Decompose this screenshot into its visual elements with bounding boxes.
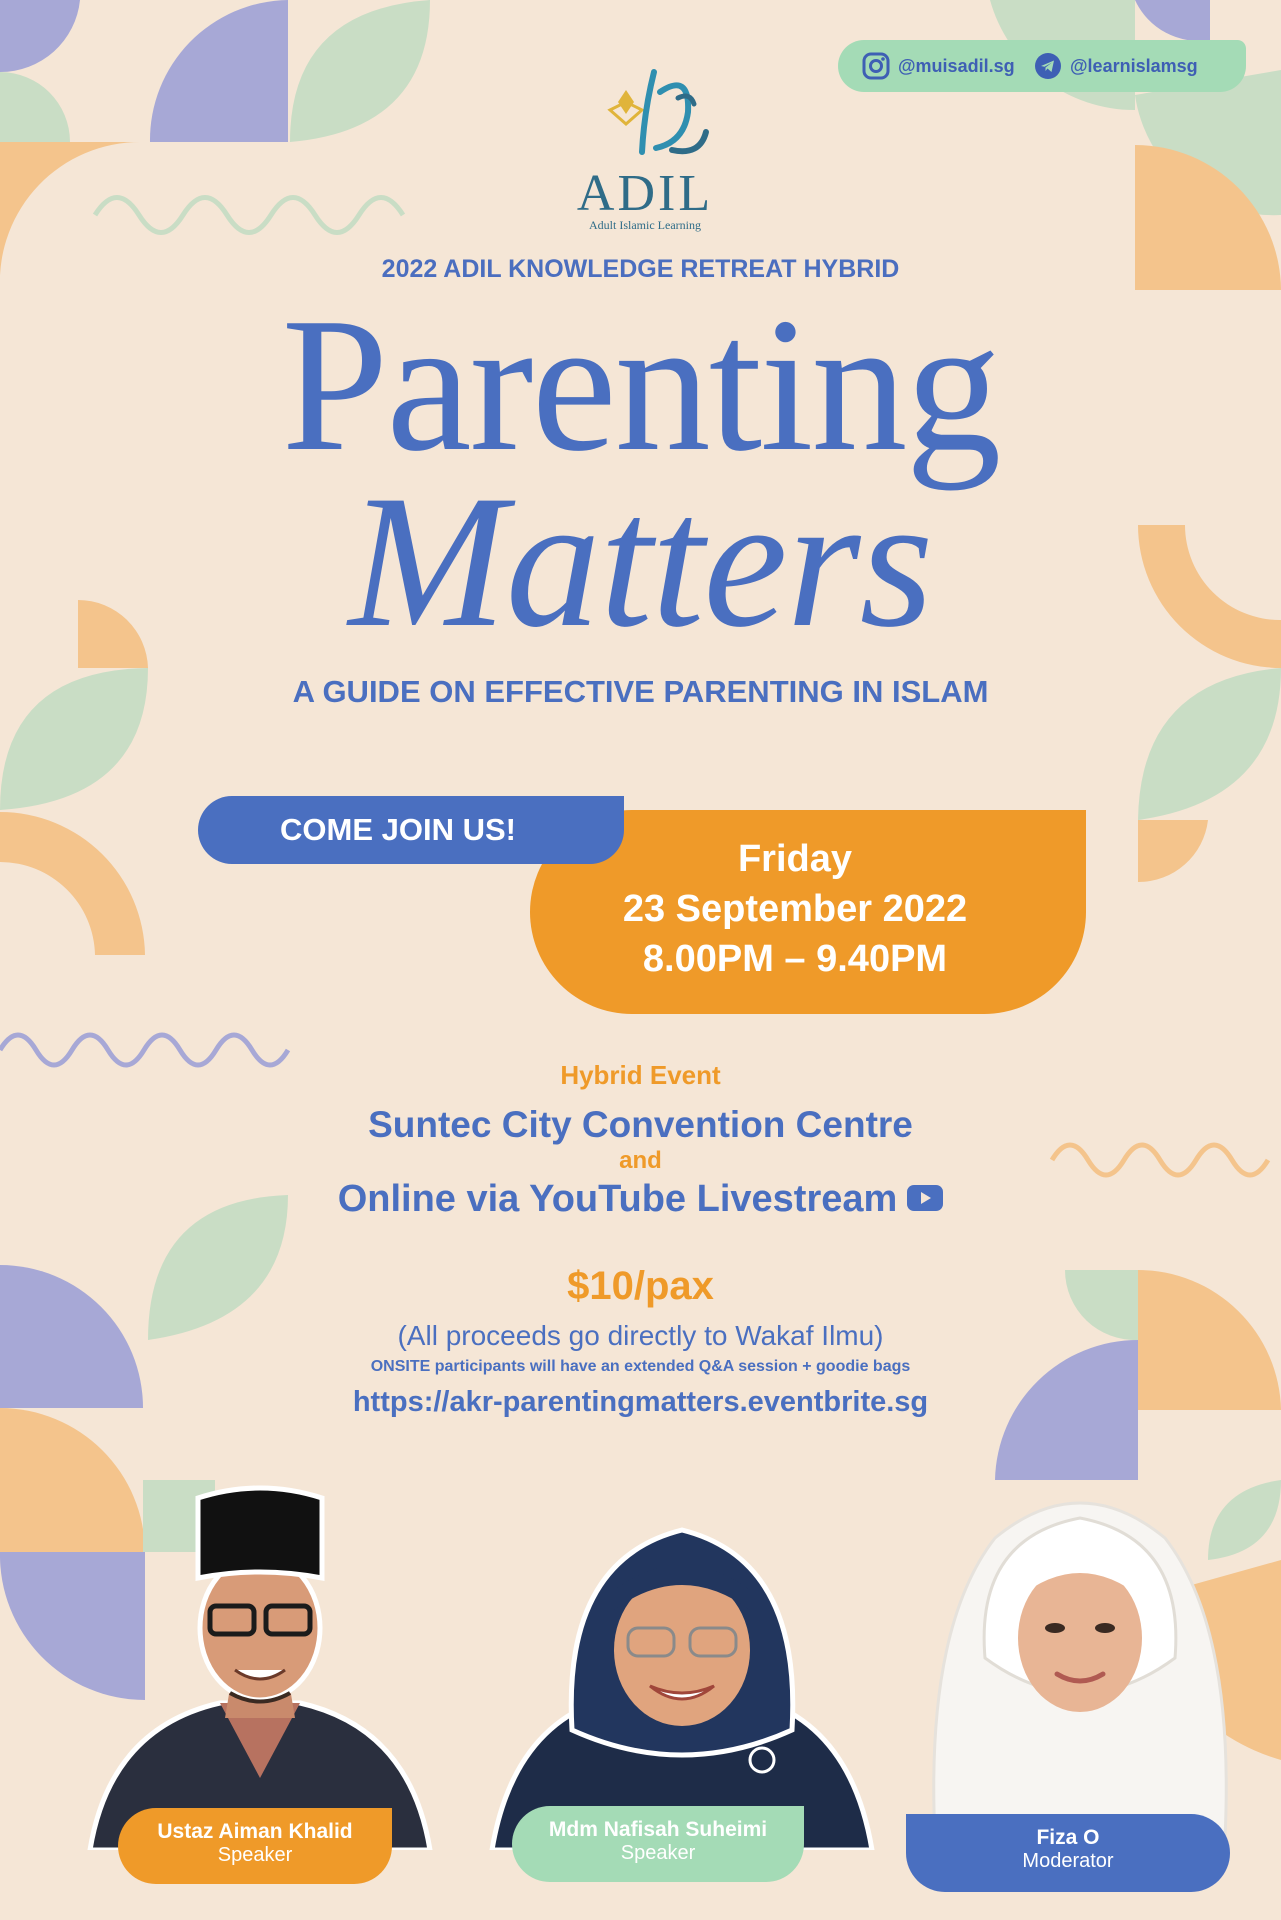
logo-wordmark: ADIL [576,165,714,222]
portrait-fiza-o [915,1478,1245,1838]
decor-lavender-top-left [0,0,80,72]
name-tag-mdm-nafisah-suheimi [512,1806,804,1882]
instagram-handle: @muisadil.sg [898,55,1015,76]
registration-link[interactable]: https://akr-parentingmatters.eventbrite.sg [352,1386,929,1418]
onsite-note: ONSITE participants will have an extended Q&A session + goodie bags [370,1358,911,1375]
telegram-handle: @learnislamsg [1070,55,1198,76]
come-join-us-banner [198,796,624,864]
portrait-mdm-nafisah-suheimi [482,1500,882,1850]
calligraphy-logo-mark [560,52,730,164]
price: $10/pax [567,1264,714,1308]
event-venue: Suntec City Convention Centre [368,1104,913,1145]
name-tag-ustaz-aiman-khalid [118,1808,392,1884]
decor-peach-arc-left [0,812,145,955]
proceeds-note: (All proceeds go directly to Wakaf Ilmu) [397,1320,884,1351]
event-format: Hybrid Event [560,1060,721,1090]
title-line-2: Matters [348,457,933,667]
moderator-name: Fiza O [1036,1826,1100,1849]
social-instagram[interactable] [862,40,1015,92]
social-bar [838,40,1246,92]
decor-lavender-arc [150,0,288,142]
speaker-name-1: Ustaz Aiman Khalid [157,1820,353,1843]
portrait-ustaz-aiman-khalid [70,1478,450,1850]
and-connector: and [619,1147,662,1174]
speaker-role-1: Speaker [217,1844,293,1866]
event-date: 23 September 2022 [622,888,968,930]
logo-tagline: Adult Islamic Learning [589,218,701,232]
event-series: 2022 ADIL KNOWLEDGE RETREAT HYBRID [381,255,900,283]
title-line-1: Parenting [281,278,1000,491]
moderator-role: Moderator [1022,1850,1114,1872]
adil-logo [560,52,730,242]
speaker-role-2: Speaker [620,1842,696,1864]
online-livestream-text: Online via YouTube Livestream [337,1178,898,1220]
name-tag-fiza-o [906,1814,1230,1892]
decor-squiggle-top [95,198,403,233]
event-time: 8.00PM – 9.40PM [642,938,948,980]
decor-sage-top-left [0,72,70,142]
youtube-icon [907,1185,943,1211]
event-day: Friday [737,838,853,880]
decor-peach-mid-right [1138,820,1208,882]
decor-lavender-top-right [1135,0,1210,41]
decor-leaf-top [290,0,430,142]
subtitle: A GUIDE ON EFFECTIVE PARENTING IN ISLAM [292,674,989,709]
online-livestream-line [0,1178,1281,1221]
social-telegram[interactable] [1034,40,1198,92]
speaker-name-2: Mdm Nafisah Suheimi [548,1818,768,1841]
come-join-us-text: COME JOIN US! [280,812,516,847]
telegram-icon [1034,52,1062,80]
instagram-icon [862,52,890,80]
